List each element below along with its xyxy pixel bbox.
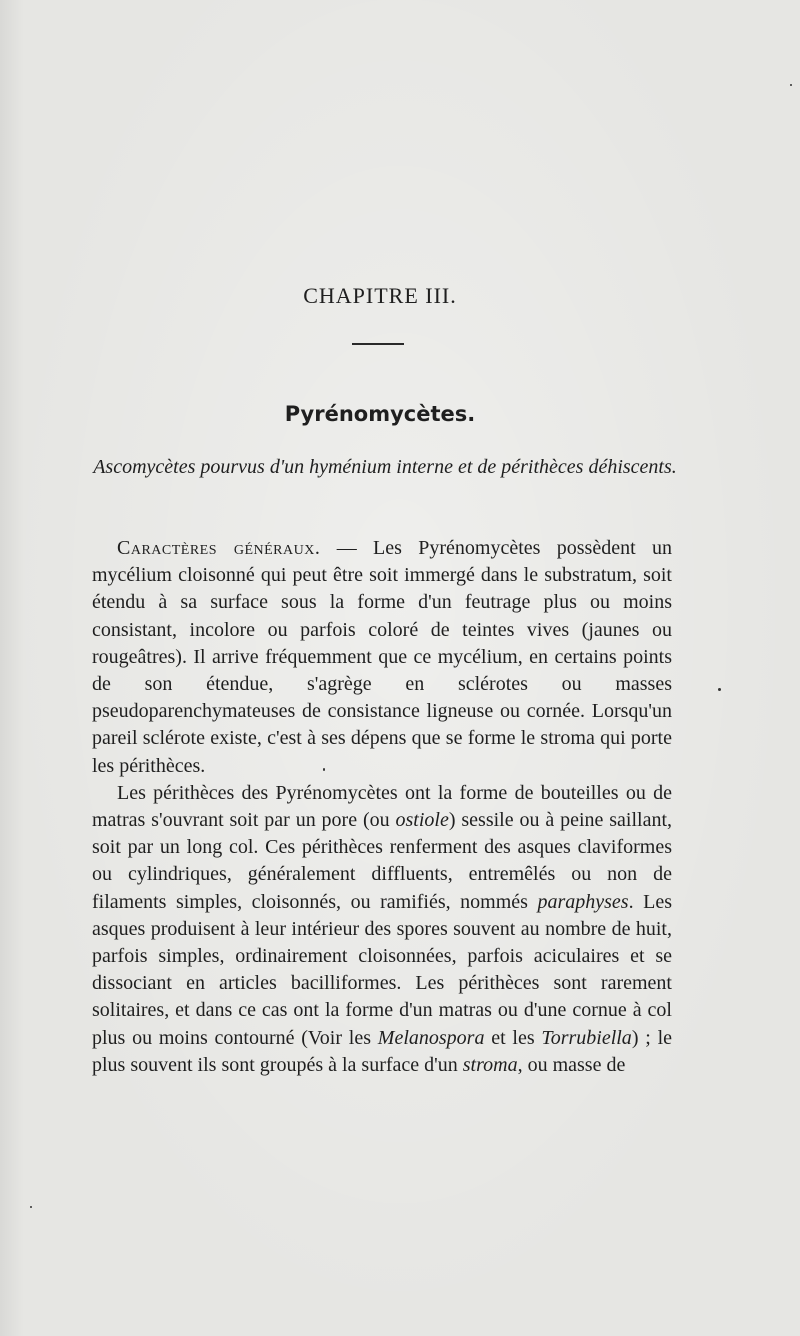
heading-rule [352, 343, 404, 345]
paper-speck [30, 1206, 32, 1208]
italic-term-melanospora: Melanospora [377, 1026, 485, 1049]
text-run: ) sessile ou à peine saillant, soit par un long col. Ces périthèces renferment des asques claviformes ou cylindriques, généralement diffluents, entremêlés ou non de filaments simples, cloisonnés, ou ramifiés, nommés [92, 809, 673, 913]
body-text [92, 535, 672, 1079]
paragraph-lead: Caractères généraux. [117, 537, 321, 559]
paragraph-perithecia [92, 780, 672, 1079]
text-run: . Les asques produisent à leur intérieur des spores souvent au nombre de huit, parfois simples, ordinairement cloisonnées, parfois aciculaires et se dissociant en articles bacilliformes. Les périthèces sont rarement solitaires, et dans ce cas ont la forme d'un matras ou d'une cornue à col plus ou moins contourné (Voir les [92, 890, 672, 1049]
italic-term-paraphyses: paraphyses [537, 890, 629, 913]
paragraph-text: — Les Pyrénomycètes possèdent un mycélium cloisonné qui peut être soit immergé dans le substratum, soit étendu à sa surface sous la forme d'un feutrage plus ou moins consistant, incolore ou parfois coloré de teintes vives (jaunes ou rougeâtres). Il arrive fréquemment que ce mycélium, en certains points de son étendue, s'agrège en sclérotes ou masses pseudoparenchymateuses de consistance ligneuse ou cornée. Lorsqu'un pareil sclérote existe, c'est à ses dépens que se forme le stroma qui porte les périthèces. [92, 537, 672, 777]
paper-speck [790, 84, 792, 86]
paragraph-caracteres-generaux [92, 535, 672, 780]
text-run: et les [484, 1026, 542, 1049]
italic-term-torrubiella: Torrubiella [541, 1026, 632, 1049]
paper-speck [718, 688, 721, 691]
italic-term-ostiole: ostiole [395, 809, 449, 832]
text-run: Les périthèces des Pyrénomycètes ont la forme de bouteilles ou de matras s'ouvrant soit par un pore (ou [92, 781, 672, 832]
subtitle: Ascomycètes pourvus d'un hyménium interne et de périthèces déhiscents. [93, 456, 677, 478]
paper-speck [323, 768, 325, 771]
chapter-heading: CHAPITRE III. [303, 283, 457, 308]
text-run: ) ; le plus souvent ils sont groupés à la surface d'un [92, 1026, 672, 1076]
text-run: , ou masse de [517, 1053, 626, 1076]
italic-term-stroma: stroma [462, 1053, 518, 1076]
section-title: Pyrénomycètes. [284, 402, 476, 426]
